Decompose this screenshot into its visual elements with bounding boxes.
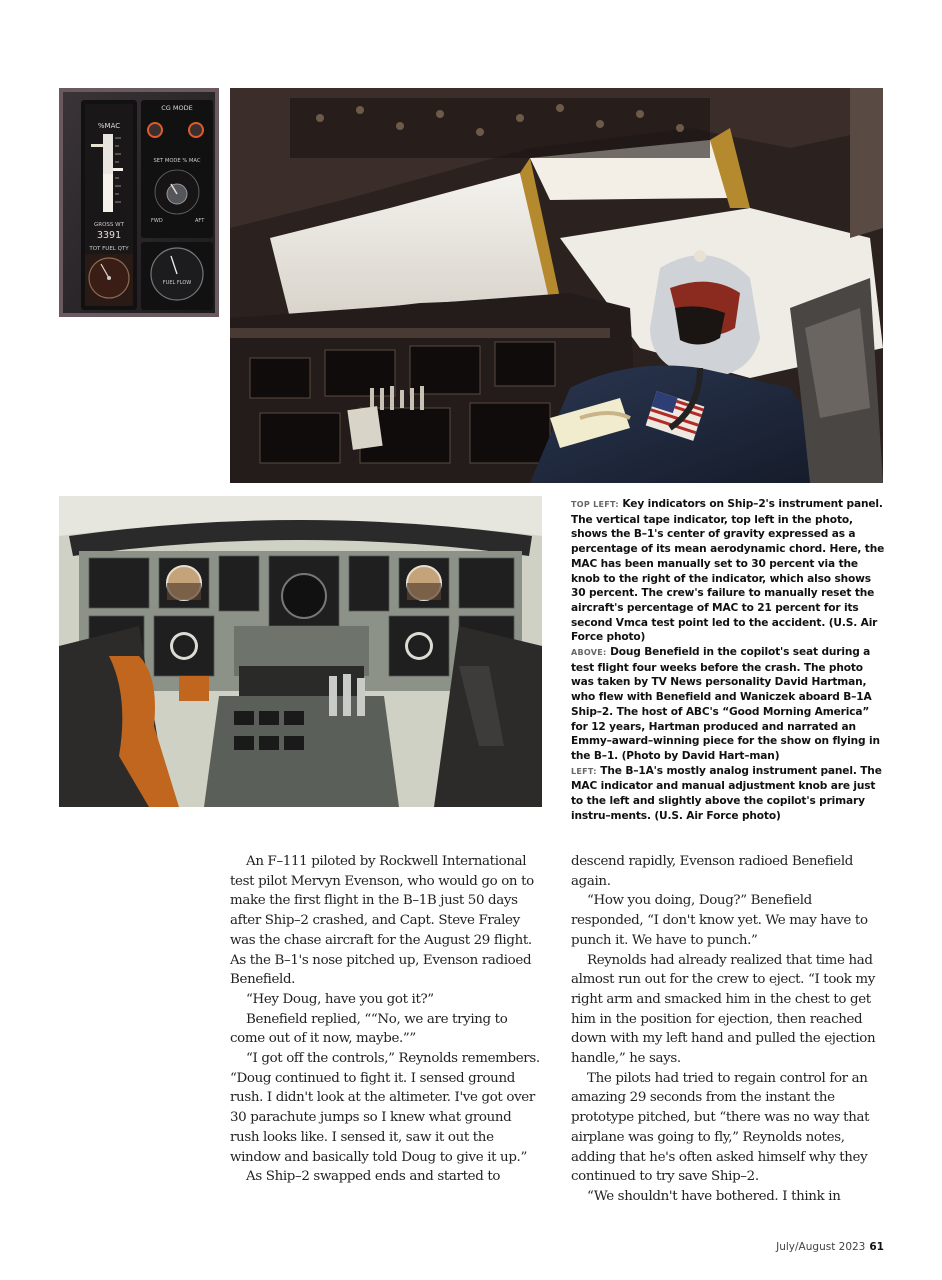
caption-text: The B–1A's mostly analog instrument panel. The MAC indicator and manual adjustment knob are just to the left and slightly above the copilot's primary instru–ments. (U.S. Air Force photo): [571, 764, 882, 822]
caption-text: Key indicators on Ship–2's instrument panel. The vertical tape indicator, top left in the photo, shows the B–1's center of gravity expressed as a percentage of its mean aerodynamic chord. Here, the MAC has been manually set to 30 percent via the knob to the right of the indicator, which also shows 30 percent. The crew's failure to manually reset the aircraft's percentage of MAC to 21 percent for its second Vmca test point led to the accident. (U.S. Air Force photo): [571, 498, 885, 644]
page-footer: [776, 1241, 884, 1253]
fuel-flow-label: FUEL FLOW: [162, 280, 192, 286]
caption-left: [571, 764, 885, 824]
caption-label: ABOVE:: [571, 648, 607, 658]
paragraph: As Ship–2 swapped ends and started to: [246, 1169, 501, 1185]
page-number: 61: [869, 1241, 884, 1253]
mac-label: %MAC: [97, 122, 121, 130]
paragraph: “Hey Doug, have you got it?”: [246, 991, 434, 1007]
paragraph: “We shouldn't have bothered. I think in: [587, 1188, 841, 1204]
article-column-right: [571, 852, 885, 1207]
caption-above: [571, 645, 885, 764]
caption-top-left: [571, 497, 885, 645]
gross-wt-value: 3391: [96, 230, 122, 241]
tot-fuel-label: TOT FUEL QTY: [89, 246, 129, 252]
caption-label: TOP LEFT:: [571, 500, 619, 509]
mac-indicator-photo: [59, 88, 219, 317]
photo-captions: [571, 497, 885, 823]
paragraph: Benefield replied, ““No, we are trying to come out of it now, maybe.””: [230, 1011, 508, 1047]
set-mode-label: SET MODE % MAC: [153, 158, 201, 164]
issue-date: July/August 2023: [776, 1241, 866, 1253]
aft-label: AFT: [195, 218, 205, 224]
paragraph: The pilots had tried to regain control for an amazing 29 seconds from the instant the prototype pitched, but “there was no way that airplane was going to fly,” Reynolds notes, adding that he's often asked himself why they continued to try save Ship–2.: [571, 1070, 870, 1185]
cg-mode-label: CG MODE: [161, 104, 193, 112]
caption-label: LEFT:: [571, 766, 597, 776]
instrument-panel-photo: [59, 496, 542, 807]
cockpit-pilot-photo: [230, 88, 883, 483]
paragraph: An F–111 piloted by Rockwell International test pilot Mervyn Evenson, who would go on to make the first flight in the B–1B just 50 days after Ship–2 crashed, and Capt. Steve Fraley was the chase aircraft for the August 29 flight. As the B–1's nose pitched up, Evenson radioed Benefield.: [230, 854, 534, 988]
paragraph: Reynolds had already realized that time had almost run out for the crew to eject. “I took my right arm and smacked him in the chest to get him in the position for ejection, then reached down with my left hand and pulled the ejection handle,” he says.: [571, 952, 876, 1067]
paragraph: descend rapidly, Evenson radioed Benefield again.: [571, 854, 854, 889]
caption-text: Doug Benefield in the copilot's seat during a test flight four weeks before the crash. The photo was taken by TV News personality David Hartman, who flew with Benefield and Waniczek aboard B–1A Ship–2. The host of ABC's “Good Morning America” for 12 years, Hartman produced and narrated an Emmy–award–winning piece for the show on flying in the B–1. (Photo by David Hart–man): [571, 646, 880, 762]
paragraph: “I got off the controls,” Reynolds remembers. “Doug continued to fight it. I sensed ground rush. I didn't look at the altimeter. I've got over 30 parachute jumps so I knew what ground rush looks like. I sensed it, saw it out the window and basically told Doug to give it up.”: [230, 1051, 540, 1165]
article-column-left: [230, 852, 544, 1187]
paragraph: “How you doing, Doug?” Benefield responded, “I don't know yet. We may have to punch it. We have to punch.”: [571, 893, 868, 948]
gross-wt-label: GROSS WT: [94, 222, 124, 228]
fwd-label: FWD: [151, 218, 163, 224]
